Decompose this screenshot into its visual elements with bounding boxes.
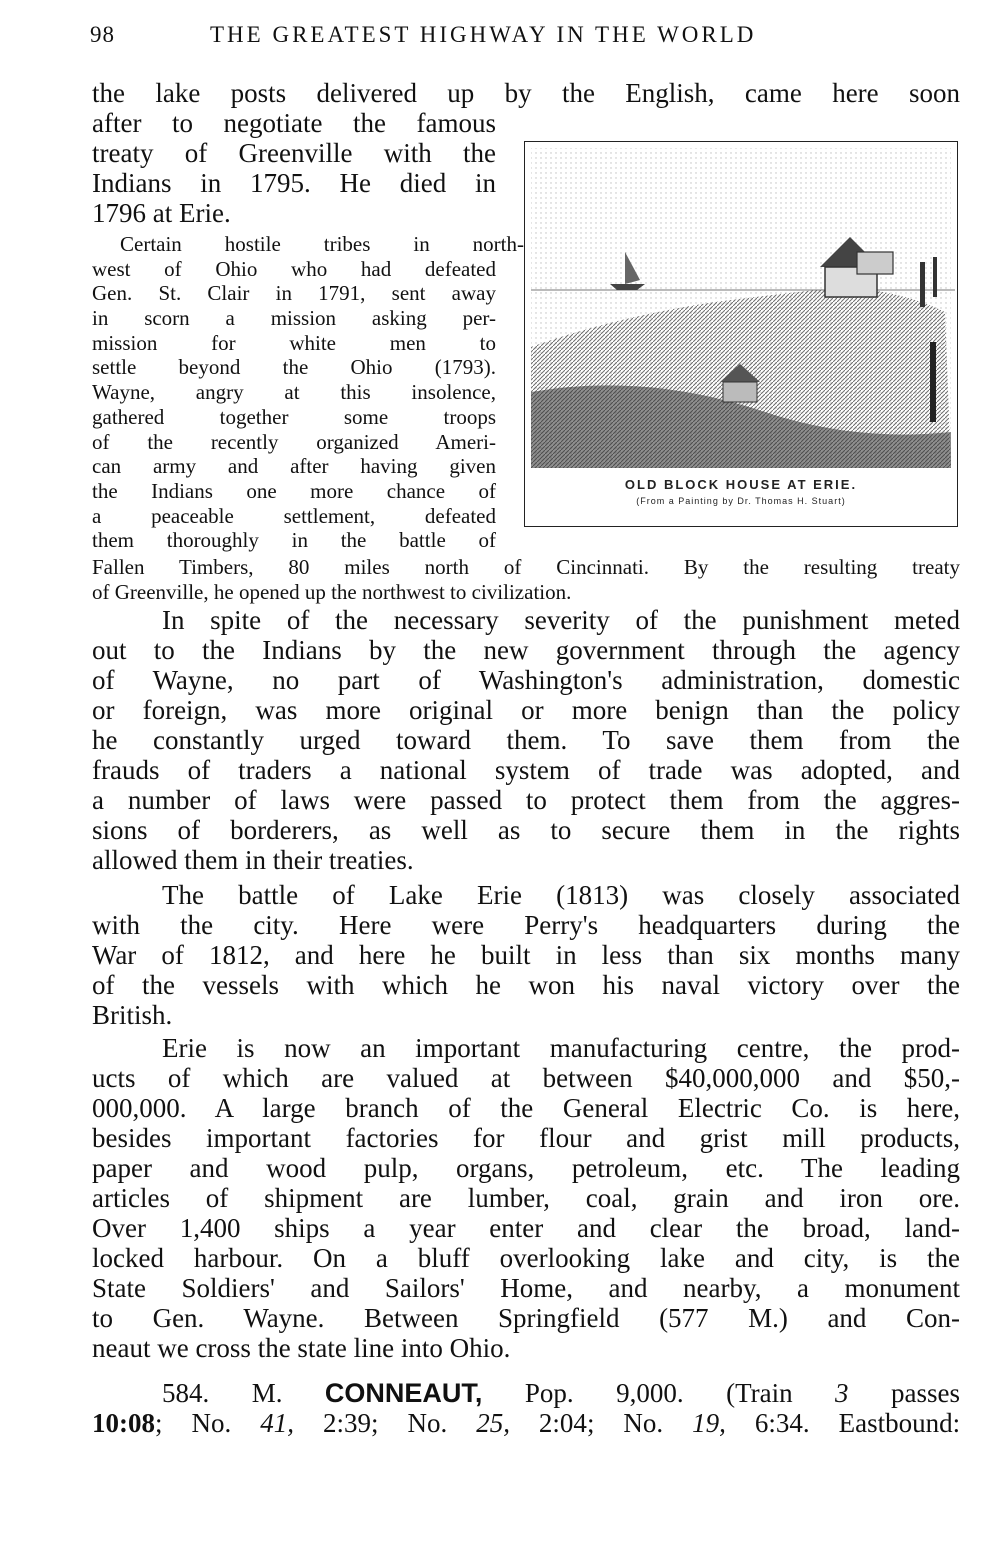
entry-no-25: 25, — [476, 1408, 510, 1438]
figure-credit: (From a Painting by Dr. Thomas H. Stuart) — [636, 496, 846, 506]
entry-eastbound: Eastbound: — [838, 1408, 961, 1438]
text-line: sions of borderers, as well as to secure them in the rights — [92, 815, 960, 845]
text-line: the Indians one more chance of — [92, 478, 496, 503]
text-line: British. — [92, 1000, 173, 1030]
text-line: with the city. Here were Perry's headquarters during the — [92, 910, 960, 940]
text-line: articles of shipment are lumber, coal, grain and iron ore. — [92, 1183, 960, 1213]
text-line: a number of laws were passed to protect them from the aggres- — [92, 785, 960, 815]
running-title: THE GREATEST HIGHWAY IN THE WORLD — [210, 22, 757, 47]
text-line: State Soldiers' and Sailors' Home, and nearby, a monument — [92, 1273, 960, 1303]
entry-population: Pop. 9,000. — [524, 1378, 684, 1408]
text-line: In spite of the necessary severity of the punishment meted — [162, 605, 960, 635]
text-line: out to the Indians by the new government through the agency — [92, 635, 960, 665]
text-line: Erie is now an important manufacturing centre, the prod- — [162, 1033, 960, 1063]
figure-caption: OLD BLOCK HOUSE AT ERIE. — [624, 477, 858, 492]
text-line: a peaceable settlement, defeated — [92, 503, 496, 528]
text-line: gathered together some troops — [92, 404, 496, 429]
paragraph-3 — [92, 1033, 960, 1363]
entry-mileage: 584. M. — [162, 1378, 283, 1408]
text-line: paper and wood pulp, organs, petroleum, etc. The leading — [92, 1153, 960, 1183]
text-line: Certain hostile tribes in north- — [120, 232, 524, 256]
text-line: Over 1,400 ships a year enter and clear the broad, land- — [92, 1213, 960, 1243]
text-line: 1796 at Erie. — [92, 198, 231, 228]
entry-town: CONNEAUT, — [324, 1378, 483, 1408]
small-print-block-wide — [92, 555, 960, 604]
text-line: 000,000. A large branch of the General Electric Co. is here, — [92, 1093, 960, 1123]
conneaut-entry — [92, 1378, 960, 1438]
text-line: to Gen. Wayne. Between Springfield (577 M.) and Con- — [92, 1303, 960, 1333]
text-line: of Wayne, no part of Washington's administration, domestic — [92, 665, 960, 695]
entry-no-label: ; No. — [370, 1408, 448, 1438]
text-line: west of Ohio who had defeated — [92, 256, 496, 281]
entry-line-2 — [92, 1408, 960, 1438]
entry-no-label: ; No. — [586, 1408, 664, 1438]
text-line: frauds of traders a national system of trade was adopted, and — [92, 755, 960, 785]
text-line: them thoroughly in the battle of — [92, 528, 496, 553]
text-line: can army and after having given — [92, 454, 496, 479]
text-line: The battle of Lake Erie (1813) was closely associated — [162, 880, 960, 910]
entry-train-number: 3 — [835, 1378, 849, 1408]
text-line: mission for white men to — [92, 330, 496, 355]
text-line: settle beyond the Ohio (1793). — [92, 355, 496, 380]
entry-time-4: 6:34. — [754, 1408, 810, 1438]
entry-no-19: 19, — [692, 1408, 726, 1438]
page-number: 98 — [90, 22, 115, 47]
entry-passes: passes — [891, 1378, 960, 1408]
entry-train-open: (Train — [726, 1378, 793, 1408]
old-block-house-illustration — [524, 141, 958, 527]
text-line: after to negotiate the famous — [92, 108, 496, 138]
entry-time-1: 10:08 — [92, 1408, 155, 1438]
text-line: the lake posts delivered up by the English, came here soon — [92, 78, 960, 108]
entry-line-1 — [92, 1378, 960, 1408]
text-line: Fallen Timbers, 80 miles north of Cincinnati. By the resulting treaty — [92, 555, 960, 579]
text-line: he constantly urged toward them. To save them from the — [92, 725, 960, 755]
text-line: treaty of Greenville with the — [92, 138, 496, 168]
text-line: besides important factories for flour and grist mill products, — [92, 1123, 960, 1153]
text-line: of Greenville, he opened up the northwest to civilization. — [92, 579, 572, 604]
text-line: in scorn a mission asking per- — [92, 306, 496, 331]
text-line: allowed them in their treaties. — [92, 845, 414, 875]
page-header — [90, 16, 960, 52]
text-line: Gen. St. Clair in 1791, sent away — [92, 281, 496, 306]
text-line: of the vessels with which he won his naval victory over the — [92, 970, 960, 1000]
text-line: or foreign, was more original or more benign than the policy — [92, 695, 960, 725]
text-line: neaut we cross the state line into Ohio. — [92, 1333, 511, 1363]
entry-time-3: 2:04 — [538, 1408, 587, 1438]
text-line: Wayne, angry at this insolence, — [92, 380, 496, 405]
text-line: ucts of which are valued at between $40,000,000 and $50,- — [92, 1063, 960, 1093]
engraving-image — [525, 142, 957, 526]
paragraph-2 — [92, 880, 960, 1030]
paragraph-1 — [92, 605, 960, 875]
text-line: of the recently organized Ameri- — [92, 429, 496, 454]
text-line: War of 1812, and here he built in less than six months many — [92, 940, 960, 970]
text-line: locked harbour. On a bluff overlooking lake and city, is the — [92, 1243, 960, 1273]
entry-no-label: ; No. — [155, 1408, 232, 1438]
entry-time-2: 2:39 — [322, 1408, 371, 1438]
text-line: Indians in 1795. He died in — [92, 168, 496, 198]
entry-no-41: 41, — [260, 1408, 294, 1438]
